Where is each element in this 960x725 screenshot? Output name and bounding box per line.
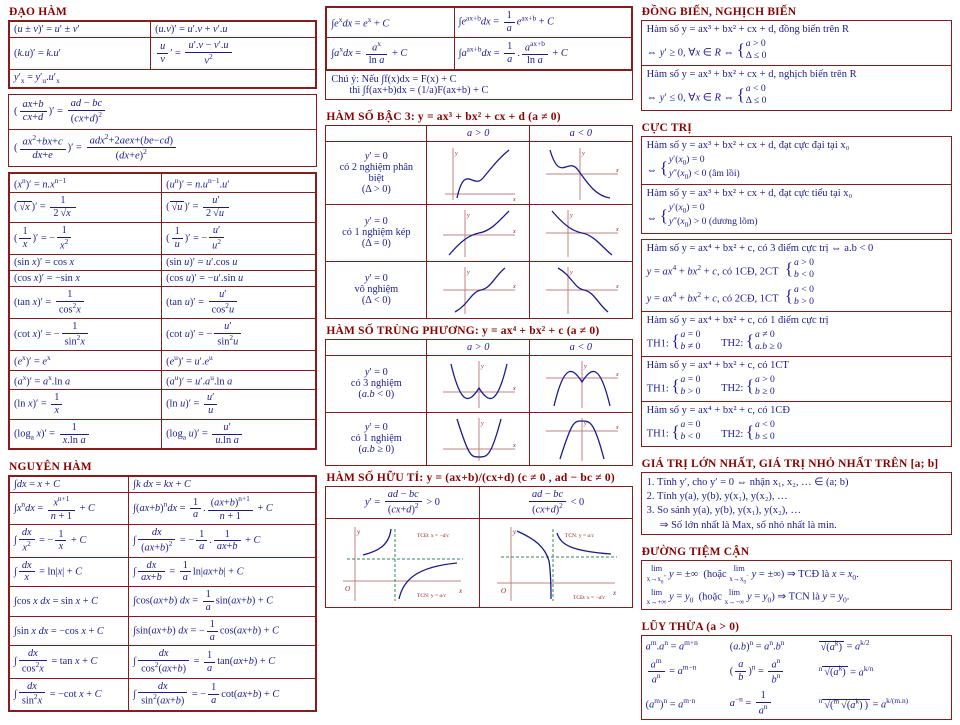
quartic-extremum-line-6: Hàm số y = ax⁴ + bx² + c, có 1CT xyxy=(642,356,951,374)
table-row xyxy=(10,525,316,557)
formula-cell: ∫ $\frac{dx}{\cos^2(ax+b)}$ = $\frac{1}{a}$ tan(ax+b) + C xyxy=(129,646,316,678)
formula-cell: $(a^m)^n = a^{m\cdot n}$ xyxy=(645,696,696,711)
formula-cell: (cos x)′ = −sin x xyxy=(10,271,162,287)
monotonic-box xyxy=(641,20,952,111)
asymptote-horizontal: lim x→+∞ $y = y_0$ (hoặc lim x→−∞ $y = y_0$) ⇒ TCN là $y = y_0$. xyxy=(646,588,850,607)
table-row xyxy=(642,636,951,654)
formula-cell: ∫dx = x + C xyxy=(10,477,129,493)
formula-cell: $(a.b)^n = a^n.b^n$ xyxy=(729,638,785,653)
formula-cell: $(x^n)' = n.x^{n-1}$ xyxy=(10,173,162,192)
table-row xyxy=(10,222,316,254)
formula-cell: (cot u)′ = − $\frac{u'}{\sin^2u}$ xyxy=(162,319,316,351)
quartic-section xyxy=(325,325,632,466)
table-row xyxy=(10,616,316,646)
formula-cell: ∫ $\frac{dx}{x}$ = ln|x| + C xyxy=(10,557,129,587)
svg-text:x: x xyxy=(513,196,516,202)
table-row xyxy=(10,370,316,389)
table-row xyxy=(10,493,316,525)
formula-cell: ∫sin(ax+b) dx = − $\frac{1}{a}$ cos(ax+b) + C xyxy=(129,616,316,646)
table-row xyxy=(10,678,316,710)
formula-cell: (sin u)′ = u′.cos u xyxy=(162,255,316,271)
integral-note-line2: thì ∫f(ax+b)dx = (1/a)F(ax+b) + C xyxy=(349,84,489,96)
table-row xyxy=(326,141,632,204)
exponential-integral-table xyxy=(326,7,631,70)
formula-cell: (tan x)′ = $\frac{1}{\cos^2x}$ xyxy=(10,287,162,319)
middle-column xyxy=(325,6,632,672)
minmax-conclusion: ⇒ Số lớn nhất là Max, số nhỏ nhất là min. xyxy=(659,520,837,532)
formula-cell: ∫ $\frac{dx}{\sin^2x}$ = −cot x + C xyxy=(10,678,129,710)
quartic-case-label: y′ = 0 có 3 nghiệm (a.b < 0) xyxy=(326,355,427,412)
rule-cell: $y'_x = y'_u.u'_x$ xyxy=(10,70,316,88)
rational-table xyxy=(325,486,632,608)
table-row xyxy=(326,412,632,465)
quartic-title: HÀM SỐ TRÙNG PHƯƠNG: y = ax⁴ + bx² + c (a ≠ 0) xyxy=(326,324,600,337)
svg-text:x: x xyxy=(615,424,619,431)
svg-text:y: y xyxy=(583,363,587,370)
svg-text:x: x xyxy=(615,226,619,233)
table-row xyxy=(326,261,632,318)
quartic-header-aneg: a < 0 xyxy=(530,339,633,355)
svg-text:y: y xyxy=(512,527,516,536)
extremum-line-1: Hàm số y = ax³ + bx² + cx + d, đạt cực đại tại x₀ xyxy=(646,140,850,152)
cubic-header-apos: a > 0 xyxy=(427,125,530,141)
left-column xyxy=(8,6,317,707)
table-row xyxy=(326,486,632,518)
svg-text:O: O xyxy=(500,586,506,595)
graph-cubic-apos-2roots xyxy=(427,141,530,204)
svg-text:TCĐ: x = −d/c: TCĐ: x = −d/c xyxy=(417,532,450,539)
quartic-extremum-line-5: TH1: { a = 0 b ≠ 0 TH2: { a ≠ 0 a.b ≥ 0 xyxy=(646,328,782,352)
svg-text:y: y xyxy=(357,527,361,536)
formula-cell: $(e^x)' = e^x$ xyxy=(10,351,162,370)
table-row xyxy=(10,351,316,370)
formula-cell: (cot x)′ = − $\frac{1}{\sin^2x}$ xyxy=(10,319,162,351)
formula-cell: ($\log_a$ x)′ = $\frac{1}{\text{x.ln a}}$ xyxy=(10,419,162,449)
svg-text:x: x xyxy=(459,586,463,595)
svg-text:y: y xyxy=(581,150,585,157)
formula-cell: (tan u)′ = $\frac{u'}{\cos^2u}$ xyxy=(162,287,316,319)
table-row xyxy=(326,125,632,141)
formula-cell: ∫ $\frac{dx}{\cos^2x}$ = tan x + C xyxy=(10,646,129,678)
formula-cell: $\int x^ndx$ = $\frac{x^{n+1}}{n + 1}$ + C xyxy=(10,493,129,525)
graph-cubic-aneg-double xyxy=(530,204,633,261)
graph-cubic-apos-noroot xyxy=(427,261,530,318)
derivative-section xyxy=(8,6,317,455)
monotonic-line-3: Hàm số y = ax³ + bx² + cx + d, nghịch biến trên R xyxy=(642,65,951,83)
table-row xyxy=(642,655,951,689)
rational-case-pos: y′ = $\frac{ad - bc}{(cx+d)^2}$ > 0 xyxy=(326,486,479,518)
svg-text:y: y xyxy=(481,363,484,370)
svg-text:x: x xyxy=(615,283,619,290)
formula-cell: (sin x)′ = cos x xyxy=(10,255,162,271)
svg-text:O: O xyxy=(345,584,351,593)
quartic-header-blank xyxy=(326,339,427,355)
formula-cell: (cos u)′ = −u′.sin u xyxy=(162,271,316,287)
graph-quartic-aneg-3roots xyxy=(530,355,633,412)
derivative-quotient-box xyxy=(8,94,317,167)
rule-cell: $\frac{u}{v}$ ′ = $\frac{u'.v - v'.u}{v^2}$ xyxy=(151,38,316,70)
asymptote-vertical: lim $x\to x_0^+$ y = ±∞ (hoặc lim $x\to x_0^-$ y = ±∞) ⇒ TCĐ là $x = x_0$. xyxy=(646,564,859,586)
monotonic-title: ĐỒNG BIẾN, NGHỊCH BIẾN xyxy=(641,6,797,18)
formula-cell: $^n$ $√(a^k) = a^{k/n}$ xyxy=(818,664,874,679)
table-row xyxy=(10,477,316,493)
graph-cubic-apos-double xyxy=(427,204,530,261)
formula-cell: $\int e^{ax+b}dx$ = $\frac{1}{a}$ $e^{ax+b} + C$ xyxy=(454,8,631,38)
graph-quartic-apos-1root xyxy=(427,412,530,465)
quartic-extremum-line-8: Hàm số y = ax⁴ + bx² + c, có 1CĐ xyxy=(642,401,951,419)
quotient-rule-1: ( $\frac{ax+b}{cx+d}$ )′ = $\frac{ad - bc}{(cx+d)^2}$ xyxy=(9,95,316,129)
formula-cell: $\int(ax+b)^ndx$ = $\frac{1}{a}$ . $\frac{(ax+b)^{n+1}}{n + 1}$ + C xyxy=(129,493,316,525)
formula-cell: $(a^u)' = u'.a^u.\ln$ a xyxy=(162,370,316,389)
formula-cell: ∫ $\frac{dx}{ax+b}$ = $\frac{1}{a}$ ln|ax+b| + C xyxy=(129,557,316,587)
quartic-table xyxy=(325,339,632,466)
svg-text:y: y xyxy=(467,212,470,219)
svg-text:y: y xyxy=(455,150,458,157)
table-row xyxy=(327,8,631,38)
table-row xyxy=(10,193,316,223)
table-row xyxy=(326,204,632,261)
asymptote-section xyxy=(641,546,952,615)
minmax-step-1: 1. Tính y′, cho y′ = 0 ⇔ nhận x₁, x₂, … ∈ (a; b) xyxy=(646,477,849,489)
table-row xyxy=(10,319,316,351)
table-row xyxy=(10,70,316,88)
cubic-section xyxy=(325,111,632,319)
formula-cell: ∫ $\frac{dx}{x^2}$ = − $\frac{1}{x}$ + C xyxy=(10,525,129,557)
graph-quartic-apos-3roots xyxy=(427,355,530,412)
formula-cell: $√(a^k) = a^{k/2}$ xyxy=(820,638,870,653)
cubic-case-label: y′ = 0 có 2 nghiệm phân biệt (Δ > 0) xyxy=(326,141,427,204)
table-row xyxy=(642,688,951,719)
extremum-section xyxy=(641,122,952,452)
table-row xyxy=(10,587,316,617)
svg-text:x: x xyxy=(513,283,516,290)
quartic-extremum-line-9: TH1: { a = 0 b < 0 TH2: { a < 0 b ≤ 0 xyxy=(646,419,775,443)
rule-cell: (u ± v)′ = u′ ± v′ xyxy=(10,22,151,38)
svg-text:y: y xyxy=(481,420,484,427)
cubic-title: HÀM SỐ BẬC 3: y = ax³ + bx² + cx + d (a ≠ 0) xyxy=(326,110,561,123)
graph-cubic-aneg-2roots xyxy=(530,141,633,204)
formula-cell: ( $\frac{a}{b}$ )$^n$ = $\frac{a^n}{b^n}$ xyxy=(726,655,815,689)
antiderivative-title: NGUYÊN HÀM xyxy=(9,461,92,474)
svg-text:TCN: y = a/c: TCN: y = a/c xyxy=(564,532,594,539)
formula-cell: ( √u )′ = $\frac{u'}{2 √u}$ xyxy=(162,193,316,223)
monotonic-section xyxy=(641,6,952,116)
formula-cell: $\int a^xdx$ = $\frac{a^x}{\text{ln a}}$ + C xyxy=(327,37,454,69)
minmax-step-2: 2. Tính y(a), y(b), y(x₁), y(x₂), … xyxy=(646,491,788,503)
formula-cell: $\int e^xdx = e^x + C$ xyxy=(327,8,454,38)
quartic-extremum-line-4: Hàm số y = ax⁴ + bx² + c, có 1 điểm cực trị xyxy=(642,311,951,329)
cubic-case-label: y′ = 0 vô nghiệm (Δ < 0) xyxy=(326,261,427,318)
antiderivative-table xyxy=(9,476,316,710)
antiderivative-table-box xyxy=(8,475,317,711)
svg-text:x: x xyxy=(513,228,516,235)
svg-text:TCN: y = a/c: TCN: y = a/c xyxy=(417,592,447,599)
cubic-table xyxy=(325,125,632,319)
formula-cell: ( $\frac{1}{x}$ )′ = − $\frac{1}{x^2}$ xyxy=(10,222,162,254)
graph-cubic-aneg-noroot xyxy=(530,261,633,318)
asymptote-title: ĐƯỜNG TIỆM CẬN xyxy=(641,546,750,559)
formula-cell: (ln x)′ = $\frac{1}{x}$ xyxy=(10,390,162,420)
formula-cell: (ln u)′ = $\frac{u'}{u}$ xyxy=(162,390,316,420)
extremum-cubic-box xyxy=(641,136,952,233)
graph-hyperbola-increasing xyxy=(326,518,479,607)
formula-cell: $(e^u)' = u'.e^u$ xyxy=(162,351,316,370)
extremum-line-3: Hàm số y = ax³ + bx² + cx + d, đạt cực tiểu tại x₀ xyxy=(642,184,951,202)
formula-cell: ( $\frac{1}{u}$ )′ = − $\frac{u'}{u^2}$ xyxy=(162,222,316,254)
formula-cell: $\int a^{ax+b}dx$ = $\frac{1}{a}$ . $\frac{a^{ax+b}}{\text{ln a}}$ + C xyxy=(454,37,631,69)
quotient-rule-2: ( $\frac{ax^2+bx+c}{dx+e}$ )′ = $\frac{adx^2+2aex+(be-cd)}{(dx+e)^2}$ xyxy=(9,129,316,166)
formula-cell: ( √x )′ = $\frac{1}{2 √x}$ xyxy=(10,193,162,223)
svg-text:TCĐ: x = −d/c: TCĐ: x = −d/c xyxy=(572,594,605,601)
derivative-title: ĐẠO HÀM xyxy=(9,6,67,18)
formula-cell: $\frac{a^m}{a^n}$ = $a^{m-n}$ xyxy=(642,655,726,689)
minmax-title: GIÁ TRỊ LỚN NHẤT, GIÁ TRỊ NHỎ NHẤT TRÊN [a; b] xyxy=(641,458,939,471)
table-row xyxy=(326,339,632,355)
quartic-extremum-line-2: $y = ax^4 + bx^2 + c$, có 1CĐ, 2CT { a > 0 b < 0 xyxy=(646,256,814,280)
table-row xyxy=(10,557,316,587)
svg-text:x: x xyxy=(513,385,516,392)
quartic-extremum-line-1: Hàm số y = ax⁴ + bx² + c, có 3 điểm cực trị ⇔ a.b < 0 xyxy=(646,242,874,254)
formula-cell: ($\log_a$ u)′ = $\frac{u'}{\text{u.ln a}}$ xyxy=(162,419,316,449)
formula-cell: ∫ $\frac{dx}{(ax+b)^2}$ = − $\frac{1}{a}$ . $\frac{1}{ax+b}$ + C xyxy=(129,525,316,557)
formula-cell: ∫k dx = kx + C xyxy=(129,477,316,493)
extremum-line-2: ⇔ { $y'(x_0) = 0$ $y''(x_0) < 0$ (âm lồi) xyxy=(646,154,740,181)
table-row xyxy=(10,38,316,70)
svg-text:x: x xyxy=(615,167,619,174)
table-row xyxy=(10,646,316,678)
quartic-extremum-line-7: TH1: { a = 0 b > 0 TH2: { a > 0 b ≥ 0 xyxy=(646,374,775,398)
derivative-formula-table xyxy=(9,173,316,449)
antiderivative-section xyxy=(8,461,317,716)
monotonic-line-4: ⇔ y′ ≤ 0, ∀x ∈ R ⇔ { a < 0 Δ ≤ 0 xyxy=(646,83,767,107)
rule-cell: (k.u)′ = k.u′ xyxy=(10,38,151,70)
asymptote-box xyxy=(641,560,952,610)
extremum-line-4: ⇔ { $y'(x_0) = 0$ $y''(x_0) > 0$ (dương lõm) xyxy=(646,202,758,229)
formula-cell: ∫sin x dx = −cos x + C xyxy=(10,616,129,646)
svg-text:y: y xyxy=(569,269,573,276)
formula-cell: $^n$ √($^m$ $√(a^k)$ ) = $a^{k/(m.n)}$ xyxy=(818,696,909,711)
integral-note-line1: Chú ý: Nếu ∫f(x)dx = F(x) + C xyxy=(331,73,457,85)
formula-cell: $a^m.a^n = a^{m+n}$ xyxy=(645,638,698,653)
formula-cell: ∫cos(ax+b) dx = $\frac{1}{a}$ sin(ax+b) + C xyxy=(129,587,316,617)
svg-text:x: x xyxy=(612,588,616,597)
cubic-header-blank xyxy=(326,125,427,141)
minmax-section xyxy=(641,458,952,540)
rational-case-neg: $\frac{ad - bc}{(cx+d)^2}$ < 0 xyxy=(479,486,632,518)
svg-text:y: y xyxy=(467,269,470,276)
quartic-extremum-line-3: $y = ax^4 + bx^2 + c$, có 2CĐ, 1CT { a < 0 b > 0 xyxy=(646,283,814,307)
cubic-case-label: y′ = 0 có 1 nghiệm kép (Δ = 0) xyxy=(326,204,427,261)
table-row xyxy=(326,355,632,412)
table-row xyxy=(326,518,632,607)
minmax-box xyxy=(641,472,952,535)
table-row xyxy=(10,173,316,192)
monotonic-line-1: Hàm số y = ax³ + bx² + cx + d, đồng biến trên R xyxy=(646,24,850,35)
svg-text:y: y xyxy=(583,420,587,427)
rational-title: HÀM SỐ HỮU TỈ: y = (ax+b)/(cx+d) (c ≠ 0 , ad − bc ≠ 0) xyxy=(326,471,615,484)
svg-text:x: x xyxy=(513,442,516,449)
table-row xyxy=(10,271,316,287)
table-row xyxy=(10,419,316,449)
cubic-header-aneg: a < 0 xyxy=(530,125,633,141)
quartic-header-apos: a > 0 xyxy=(427,339,530,355)
formula-cell: $a^{-n}$ = $\frac{1}{a^n}$ xyxy=(726,688,815,719)
rule-cell: (u.v)′ = u′.v + v′.u xyxy=(151,22,316,38)
quartic-case-label: y′ = 0 có 1 nghiệm (a.b ≥ 0) xyxy=(326,412,427,465)
derivative-rules-table xyxy=(9,21,316,88)
exponential-integral-box xyxy=(325,6,632,100)
derivative-basic-rules-box xyxy=(8,20,317,89)
formula-cell: $(a^x)' = a^x.\ln$ a xyxy=(10,370,162,389)
minmax-step-3: 3. So sánh y(a), y(b), y(x₁), y(x₂), … xyxy=(646,505,801,517)
table-row xyxy=(10,390,316,420)
formula-cell: ∫cos x dx = sin x + C xyxy=(10,587,129,617)
right-column xyxy=(641,6,952,717)
table-row xyxy=(327,37,631,69)
table-row xyxy=(10,22,316,38)
integral-note xyxy=(326,70,631,99)
extremum-quartic-box xyxy=(641,239,952,448)
power-section xyxy=(641,621,952,725)
extremum-title: CỰC TRỊ xyxy=(641,122,692,135)
monotonic-line-2: ⇔ y′ ≥ 0, ∀x ∈ R ⇔ { a > 0 Δ ≤ 0 xyxy=(646,38,767,62)
rational-section xyxy=(325,472,632,608)
power-title: LŨY THỪA (a > 0) xyxy=(641,621,740,634)
formula-cell: $(u^n)' = n.u^{n-1}.u'$ xyxy=(162,173,316,192)
formula-cell: ∫ $\frac{dx}{\sin^2(ax+b)}$ = − $\frac{1}{a}$ cot(ax+b) + C xyxy=(129,678,316,710)
graph-hyperbola-decreasing xyxy=(479,518,632,607)
graph-quartic-aneg-1root xyxy=(530,412,633,465)
derivative-formula-table-box xyxy=(8,172,317,450)
table-row xyxy=(10,255,316,271)
svg-text:x: x xyxy=(615,371,619,378)
table-row xyxy=(10,287,316,319)
svg-text:y: y xyxy=(569,212,573,219)
